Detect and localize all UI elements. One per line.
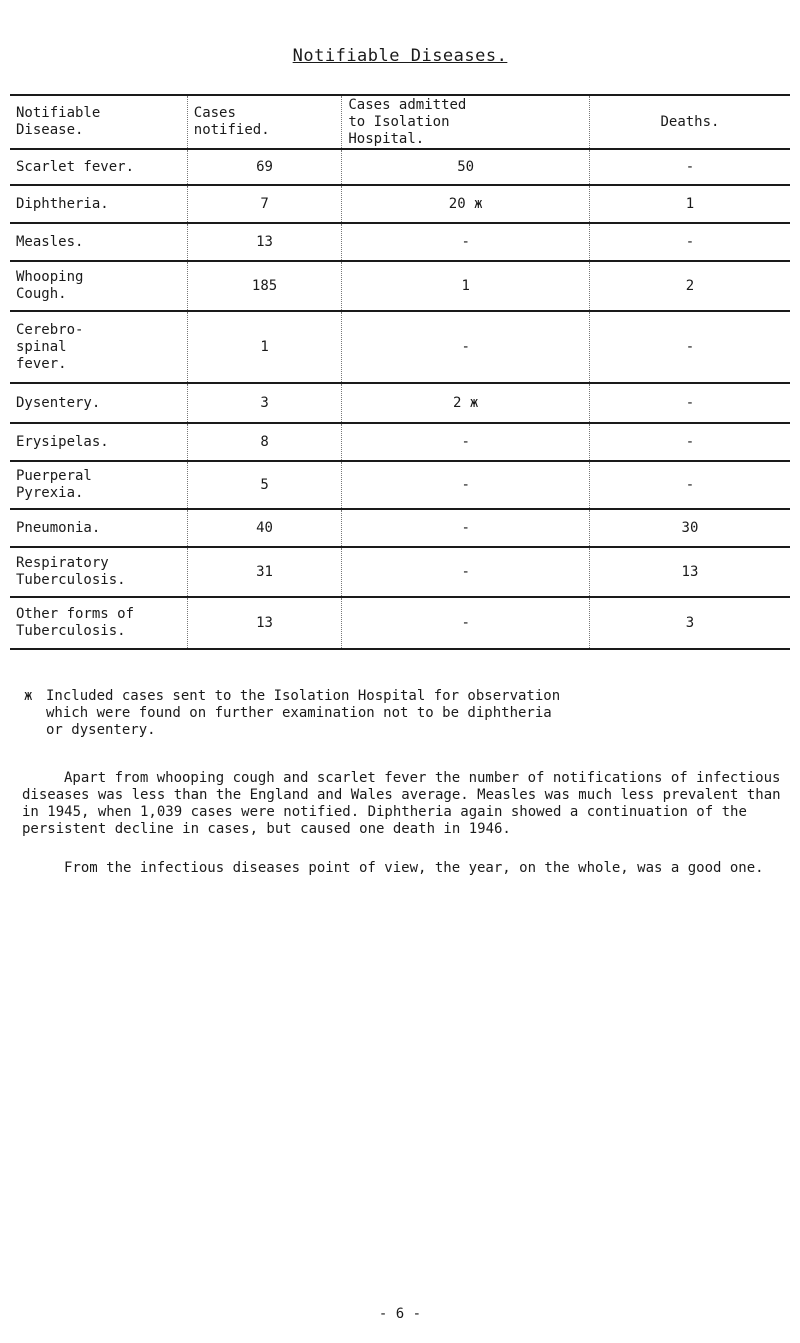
cell-cases-admitted: 50 bbox=[342, 149, 590, 185]
footnote-mark: ж bbox=[24, 688, 33, 704]
table-row bbox=[10, 185, 790, 223]
cell-cases-admitted: - bbox=[342, 311, 590, 383]
cell-cases-admitted: 2 ж bbox=[342, 383, 590, 423]
cell-cases-notified: 13 bbox=[187, 223, 342, 261]
cell-deaths: - bbox=[589, 223, 790, 261]
table-row bbox=[10, 423, 790, 461]
cell-cases-admitted: - bbox=[342, 597, 590, 649]
cell-deaths: 30 bbox=[589, 509, 790, 547]
paragraph-summary: From the infectious diseases point of view, the year, on the whole, was a good one. bbox=[64, 860, 764, 876]
cell-disease: Diphtheria. bbox=[10, 185, 187, 223]
cell-cases-notified: 7 bbox=[187, 185, 342, 223]
cell-cases-notified: 8 bbox=[187, 423, 342, 461]
cell-cases-admitted: - bbox=[342, 461, 590, 509]
header-notified: Cases notified. bbox=[187, 95, 342, 149]
cell-cases-admitted: - bbox=[342, 509, 590, 547]
header-disease: Notifiable Disease. bbox=[10, 95, 187, 149]
cell-cases-admitted: - bbox=[342, 423, 590, 461]
cell-disease: Cerebro- spinal fever. bbox=[10, 311, 187, 383]
table-row bbox=[10, 311, 790, 383]
cell-deaths: - bbox=[589, 149, 790, 185]
cell-disease: Erysipelas. bbox=[10, 423, 187, 461]
cell-disease: Whooping Cough. bbox=[10, 261, 187, 311]
cell-cases-notified: 5 bbox=[187, 461, 342, 509]
cell-disease: Measles. bbox=[10, 223, 187, 261]
cell-deaths: - bbox=[589, 383, 790, 423]
cell-cases-notified: 69 bbox=[187, 149, 342, 185]
page-title: Notifiable Diseases. bbox=[292, 46, 508, 66]
cell-cases-admitted: 1 bbox=[342, 261, 590, 311]
cell-cases-admitted: - bbox=[342, 223, 590, 261]
cell-cases-notified: 31 bbox=[187, 547, 342, 597]
table-header-row bbox=[10, 95, 790, 149]
cell-disease: Scarlet fever. bbox=[10, 149, 187, 185]
table-row bbox=[10, 461, 790, 509]
paragraph-notifications: Apart from whooping cough and scarlet fever the number of notifications of infectious diseases was less than the England and Wales average. Measles was much less prevalent than in 1945, when 1,039 cases were notified. Diphtheria again showed a continuation of the persistent decline in cases, but caused one death in 1946. bbox=[22, 770, 781, 837]
header-deaths: Deaths. bbox=[589, 95, 790, 149]
table-row bbox=[10, 383, 790, 423]
cell-cases-notified: 13 bbox=[187, 597, 342, 649]
table-row bbox=[10, 509, 790, 547]
table-row bbox=[10, 547, 790, 597]
cell-deaths: 2 bbox=[589, 261, 790, 311]
table-row bbox=[10, 261, 790, 311]
cell-disease: Respiratory Tuberculosis. bbox=[10, 547, 187, 597]
table-body bbox=[10, 149, 790, 649]
cell-deaths: - bbox=[589, 461, 790, 509]
notifiable-diseases-table bbox=[10, 94, 790, 650]
cell-cases-admitted: - bbox=[342, 547, 590, 597]
footnote-line-1: Included cases sent to the Isolation Hospital for observation bbox=[46, 688, 561, 704]
footnote bbox=[24, 688, 780, 739]
cell-deaths: - bbox=[589, 423, 790, 461]
page-number: - 6 - bbox=[378, 1306, 422, 1322]
cell-deaths: 13 bbox=[589, 547, 790, 597]
header-admitted: Cases admitted to Isolation Hospital. bbox=[342, 95, 590, 149]
cell-cases-notified: 3 bbox=[187, 383, 342, 423]
cell-cases-notified: 40 bbox=[187, 509, 342, 547]
cell-disease: Pneumonia. bbox=[10, 509, 187, 547]
cell-disease: Puerperal Pyrexia. bbox=[10, 461, 187, 509]
cell-disease: Other forms of Tuberculosis. bbox=[10, 597, 187, 649]
cell-deaths: 1 bbox=[589, 185, 790, 223]
footnote-line-2: which were found on further examination not to be diphtheria bbox=[46, 705, 552, 721]
cell-deaths: - bbox=[589, 311, 790, 383]
cell-deaths: 3 bbox=[589, 597, 790, 649]
cell-cases-notified: 1 bbox=[187, 311, 342, 383]
footnote-line-3: or dysentery. bbox=[46, 722, 156, 738]
table-row bbox=[10, 597, 790, 649]
cell-disease: Dysentery. bbox=[10, 383, 187, 423]
table-row bbox=[10, 149, 790, 185]
cell-cases-notified: 185 bbox=[187, 261, 342, 311]
cell-cases-admitted: 20 ж bbox=[342, 185, 590, 223]
table-row bbox=[10, 223, 790, 261]
